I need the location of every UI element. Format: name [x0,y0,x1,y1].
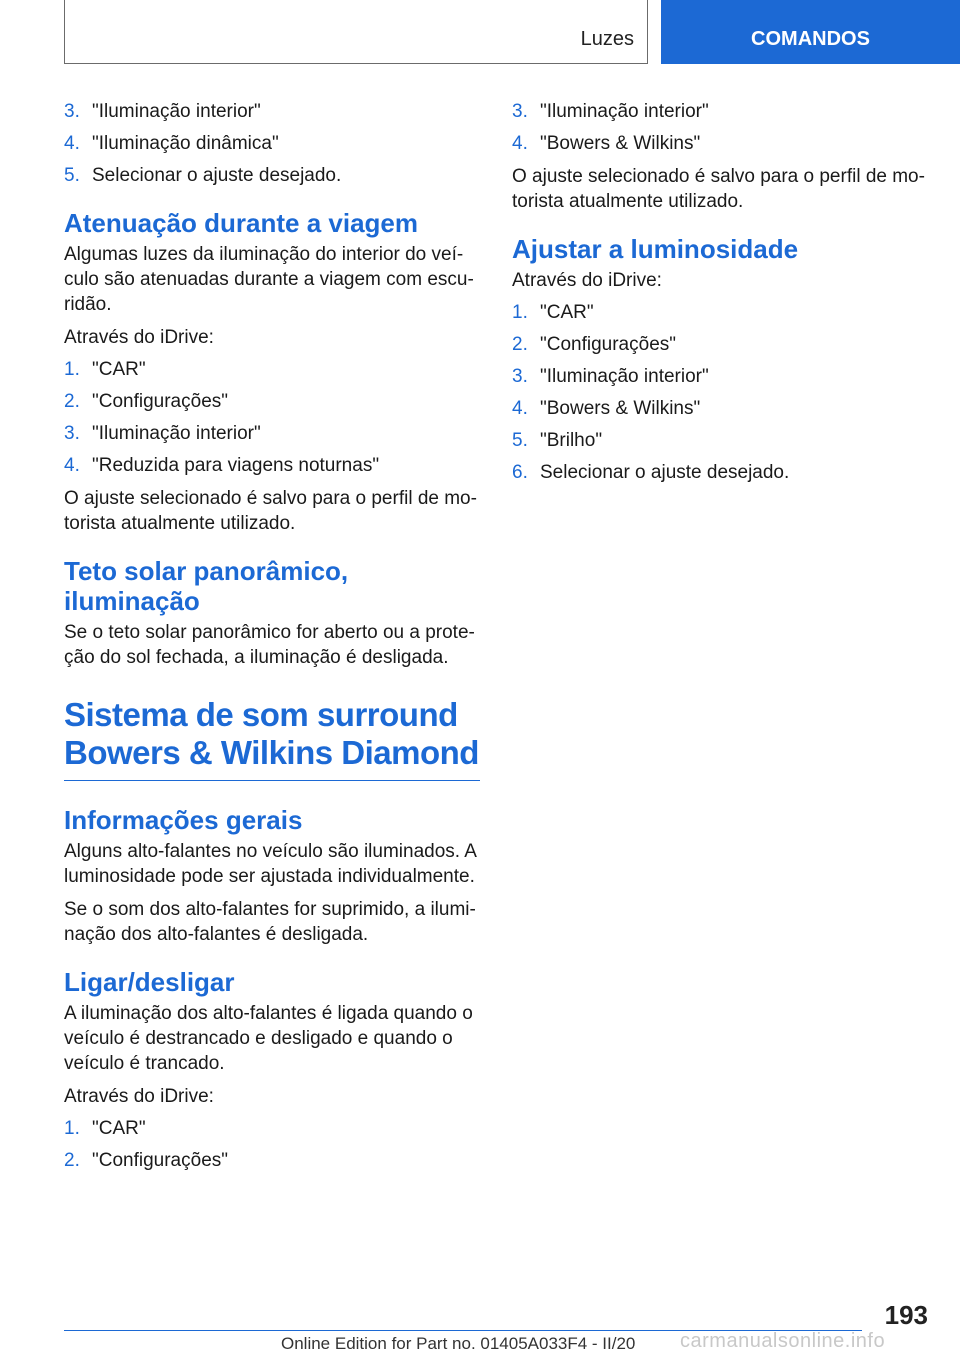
heading-atenuacao: Atenuação durante a viagem [64,208,418,238]
steps-list-1 [64,100,480,188]
heading-ligar-desligar: Ligar/desligar [64,967,235,997]
paragraph: Através do iDrive: [512,270,662,291]
list-item: 4. "Bowers & Wilkins" [512,398,701,419]
list-item: 3. "Iluminação interior" [512,366,709,387]
list-item: 2. "Configurações" [64,1150,229,1171]
list-item: 3. "Iluminação interior" [64,101,261,122]
list-item: 3. "Iluminação interior" [64,423,261,444]
list-item: 1. "CAR" [512,302,594,323]
paragraph: Se o som dos alto-falantes for suprimido, a iluminação dos alto-falantes é desligada. [64,899,476,945]
list-item: 5. Selecionar o ajuste desejado. [64,165,342,186]
paragraph: A iluminação dos alto-falantes é ligada quando o veículo é destrancado e desligado e quando o veículo é trancado. [64,1003,473,1074]
list-item: 4. "Bowers & Wilkins" [512,133,701,154]
list-item: 5. "Brilho" [512,430,603,451]
section-title: Luzes [580,28,634,50]
steps-list-5 [512,301,932,485]
steps-list-3 [64,1117,480,1173]
list-item: 1. "CAR" [64,1118,146,1139]
heading-teto-solar: Teto solar panorâmico, iluminação [64,556,349,616]
paragraph: Se o teto solar panorâmico for aberto ou a proteção do sol fechada, a iluminação é desligada. [64,622,475,668]
edition-note: Online Edition for Part no. 01405A033F4 - II/20 [281,1334,636,1353]
list-item: 2. "Configurações" [512,334,677,355]
list-item: 4. "Iluminação dinâmica" [64,133,279,154]
paragraph: Alguns alto-falantes no veículo são iluminados. A luminosidade pode ser ajustada individualmente. [64,841,476,887]
paragraph: O ajuste selecionado é salvo para o perfil de motorista atualmente utilizado. [512,166,925,212]
steps-list-4 [512,100,932,156]
paragraph: Através do iDrive: [64,1086,214,1107]
list-item: 2. "Configurações" [64,391,229,412]
header-section-box [64,0,648,64]
steps-list-2 [64,358,480,478]
heading-ajustar-luminosidade: Ajustar a luminosidade [512,234,799,264]
list-item: 4. "Reduzida para viagens noturnas" [64,455,380,476]
list-item: 6. Selecionar o ajuste desejado. [512,462,790,483]
list-item: 1. "CAR" [64,359,146,380]
paragraph: Algumas luzes da iluminação do interior do veículo são atenuadas durante a viagem com escuridão. [64,244,474,315]
left-column [64,100,480,1181]
paragraph: Através do iDrive: [64,327,214,348]
paragraph: O ajuste selecionado é salvo para o perfil de motorista atualmente utilizado. [64,488,477,534]
list-item: 3. "Iluminação interior" [512,101,709,122]
page-number: 193 [884,1300,928,1330]
heading-sistema-de-som: Sistema de som surround Bowers & Wilkins Diamond [64,696,480,781]
chapter-tab[interactable]: COMANDOS [661,0,960,64]
heading-informacoes-gerais: Informações gerais [64,805,303,835]
right-column [512,100,932,493]
watermark: carmanualsonline.info [680,1330,886,1352]
